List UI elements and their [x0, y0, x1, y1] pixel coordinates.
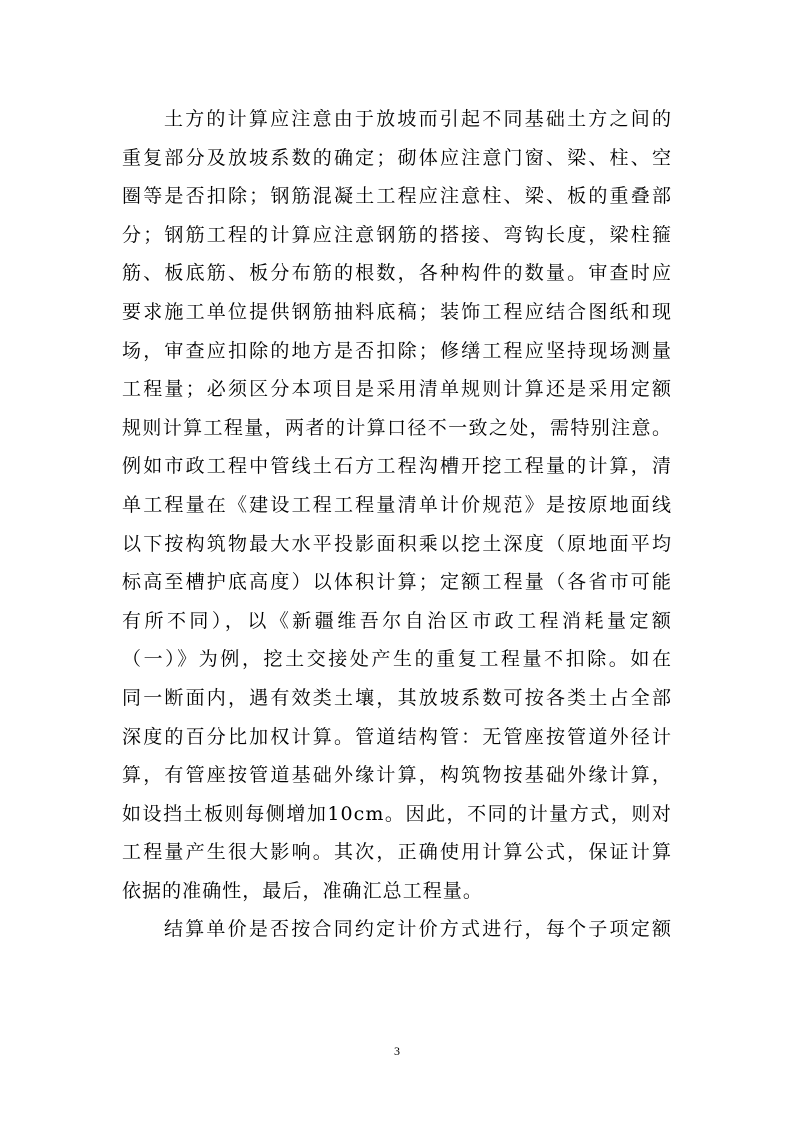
paragraph-line: 依据的准确性，最后，准确汇总工程量。	[122, 879, 483, 902]
paragraph-line: 重复部分及放坡系数的确定；砌体应注意门窗、梁、柱、空	[122, 146, 672, 169]
paragraph-line: 有所不同），以《新疆维吾尔自治区市政工程消耗量定额	[122, 609, 672, 632]
paragraph-line: 例如市政工程中管线土石方工程沟槽开挖工程量的计算，清	[122, 455, 672, 478]
paragraph-line: 同一断面内，遇有效类土壤，其放坡系数可按各类土占全部	[122, 686, 672, 709]
body-text	[122, 100, 672, 949]
paragraph-line: 以下按构筑物最大水平投影面积乘以挖土深度（原地面平均	[122, 532, 672, 555]
paragraph-line: 要求施工单位提供钢筋抽料底稿；装饰工程应结合图纸和现	[122, 300, 672, 323]
paragraph-line: 工程量产生很大影响。其次，正确使用计算公式，保证计算	[122, 841, 672, 864]
paragraph-line: 如设挡土板则每侧增加10cm。因此，不同的计量方式，则对	[122, 802, 672, 825]
paragraph-line: 筋、板底筋、板分布筋的根数，各种构件的数量。审查时应	[122, 262, 672, 285]
paragraph-line: 规则计算工程量，两者的计算口径不一致之处，需特别注意。	[122, 416, 672, 439]
page-number: 3	[394, 1044, 400, 1058]
paragraph-line: 结算单价是否按合同约定计价方式进行，每个子项定额	[164, 918, 672, 941]
paragraph-line: 标高至槽护底高度）以体积计算；定额工程量（各省市可能	[122, 571, 672, 594]
paragraph-line: 工程量；必须区分本项目是采用清单规则计算还是采用定额	[122, 378, 672, 401]
paragraph-line: 单工程量在《建设工程工程量清单计价规范》是按原地面线	[122, 493, 672, 516]
paragraph-line: （一）》为例，挖土交接处产生的重复工程量不扣除。如在	[122, 648, 672, 671]
paragraph-line: 算，有管座按管道基础外缘计算，构筑物按基础外缘计算，	[122, 764, 672, 787]
paragraph-line: 分；钢筋工程的计算应注意钢筋的搭接、弯钩长度，梁柱箍	[122, 223, 672, 246]
paragraph-line: 深度的百分比加权计算。管道结构管：无管座按管道外径计	[122, 725, 672, 748]
paragraph-line: 场，审查应扣除的地方是否扣除；修缮工程应坚持现场测量	[122, 339, 672, 362]
paragraph-line: 土方的计算应注意由于放坡而引起不同基础土方之间的	[164, 108, 672, 130]
paragraph-line: 圈等是否扣除；钢筋混凝土工程应注意柱、梁、板的重叠部	[122, 185, 672, 208]
